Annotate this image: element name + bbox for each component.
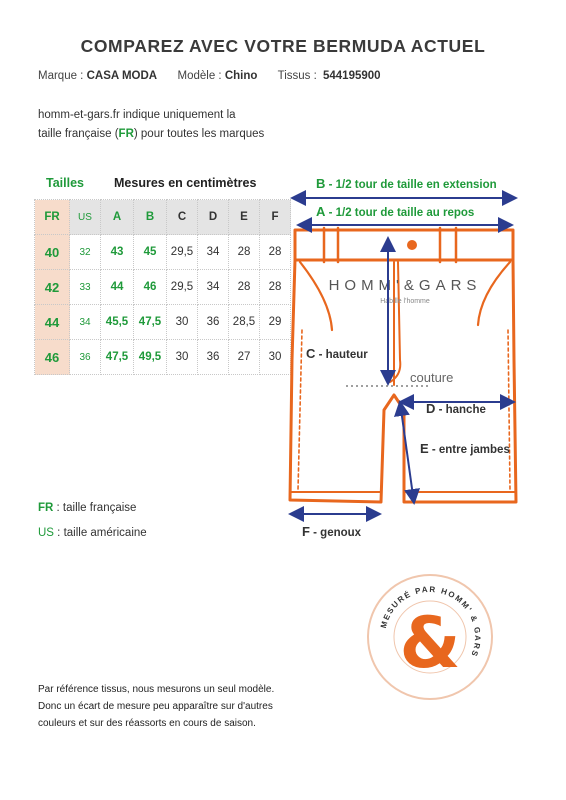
modele-value: Chino — [224, 70, 258, 82]
size-table-header — [35, 200, 291, 235]
label-a: A - 1/2 tour de taille au repos — [316, 204, 475, 219]
cell-c: 29,5 — [167, 270, 198, 305]
page-title: COMPAREZ AVEC VOTRE BERMUDA ACTUEL — [80, 36, 486, 56]
header-fr: FR — [35, 200, 70, 235]
cell-e: 28,5 — [229, 305, 260, 340]
table-row — [35, 340, 291, 375]
cell-a: 44 — [101, 270, 134, 305]
cell-a: 45,5 — [101, 305, 134, 340]
pockets — [300, 262, 510, 330]
cell-fr: 44 — [35, 305, 70, 340]
waistband-shape — [295, 230, 513, 260]
cell-c: 30 — [167, 305, 198, 340]
cell-f: 29 — [260, 305, 291, 340]
label-couture: couture — [410, 370, 454, 385]
ampersand-icon: & — [399, 602, 461, 684]
label-f: F - genoux — [302, 524, 362, 539]
cell-fr: 42 — [35, 270, 70, 305]
cell-us: 32 — [70, 235, 101, 270]
header-d: D — [198, 200, 229, 235]
cell-b: 47,5 — [134, 305, 167, 340]
tailles-heading: Tailles — [46, 176, 84, 190]
brand-wordmark: HOMM'&GARS — [328, 277, 482, 294]
intro-line-2: taille française (FR) pour toutes les marques — [38, 128, 265, 140]
cell-b: 45 — [134, 235, 167, 270]
table-row — [35, 305, 291, 340]
belt-loops — [324, 228, 456, 262]
label-c: C - hauteur — [306, 346, 368, 361]
modele-label: Modèle : — [177, 70, 222, 82]
table-row — [35, 235, 291, 270]
header-a: A — [101, 200, 134, 235]
button-shape — [407, 240, 417, 250]
intro-line-1: homm-et-gars.fr indique uniquement la — [38, 109, 236, 121]
shorts-illustration — [290, 228, 516, 502]
cell-f: 28 — [260, 270, 291, 305]
cell-d: 34 — [198, 235, 229, 270]
label-e: E - entre jambes — [420, 441, 510, 456]
e-arrow — [400, 402, 414, 503]
cell-b: 46 — [134, 270, 167, 305]
cell-e: 28 — [229, 235, 260, 270]
marque-value: CASA MODA — [86, 70, 158, 82]
cell-a: 47,5 — [101, 340, 134, 375]
size-table — [34, 199, 291, 375]
header-us: US — [70, 200, 101, 235]
cell-us: 36 — [70, 340, 101, 375]
legend-us: US : taille américaine — [38, 527, 147, 539]
footnote: Par référence tissus, nous mesurons un seul modèle. Donc un écart de mesure peu apparaître sur d'autres couleurs et sur des réassorts en cours de saison. — [38, 684, 275, 729]
seal-ring-text: MESURÉ PAR HOMM' & GARS — [378, 584, 483, 659]
tissus-label: Tissus : — [277, 70, 317, 82]
intro-text — [38, 106, 264, 144]
cell-fr: 46 — [35, 340, 70, 375]
header-c: C — [167, 200, 198, 235]
mesures-heading: Mesures en centimètres — [114, 176, 257, 190]
product-meta — [38, 70, 381, 82]
tissus-value: 544195900 — [323, 70, 381, 82]
cell-f: 30 — [260, 340, 291, 375]
legend-fr: FR : taille française — [38, 502, 137, 514]
header-f: F — [260, 200, 291, 235]
cell-e: 28 — [229, 270, 260, 305]
table-row — [35, 270, 291, 305]
marque-label: Marque : — [38, 70, 84, 82]
header-b: B — [134, 200, 167, 235]
cell-d: 36 — [198, 340, 229, 375]
header-e: E — [229, 200, 260, 235]
cell-d: 34 — [198, 270, 229, 305]
label-b: B - 1/2 tour de taille en extension — [316, 176, 497, 191]
cell-fr: 40 — [35, 235, 70, 270]
cell-b: 49,5 — [134, 340, 167, 375]
label-d: D - hanche — [426, 401, 486, 416]
measured-seal-logo — [365, 572, 495, 702]
brand-subtitle: Habille l'homme — [380, 298, 430, 305]
cell-us: 34 — [70, 305, 101, 340]
cell-c: 29,5 — [167, 235, 198, 270]
cell-us: 33 — [70, 270, 101, 305]
cell-c: 30 — [167, 340, 198, 375]
cell-a: 43 — [101, 235, 134, 270]
cell-d: 36 — [198, 305, 229, 340]
cell-e: 27 — [229, 340, 260, 375]
cell-f: 28 — [260, 235, 291, 270]
shorts-body — [290, 260, 516, 502]
